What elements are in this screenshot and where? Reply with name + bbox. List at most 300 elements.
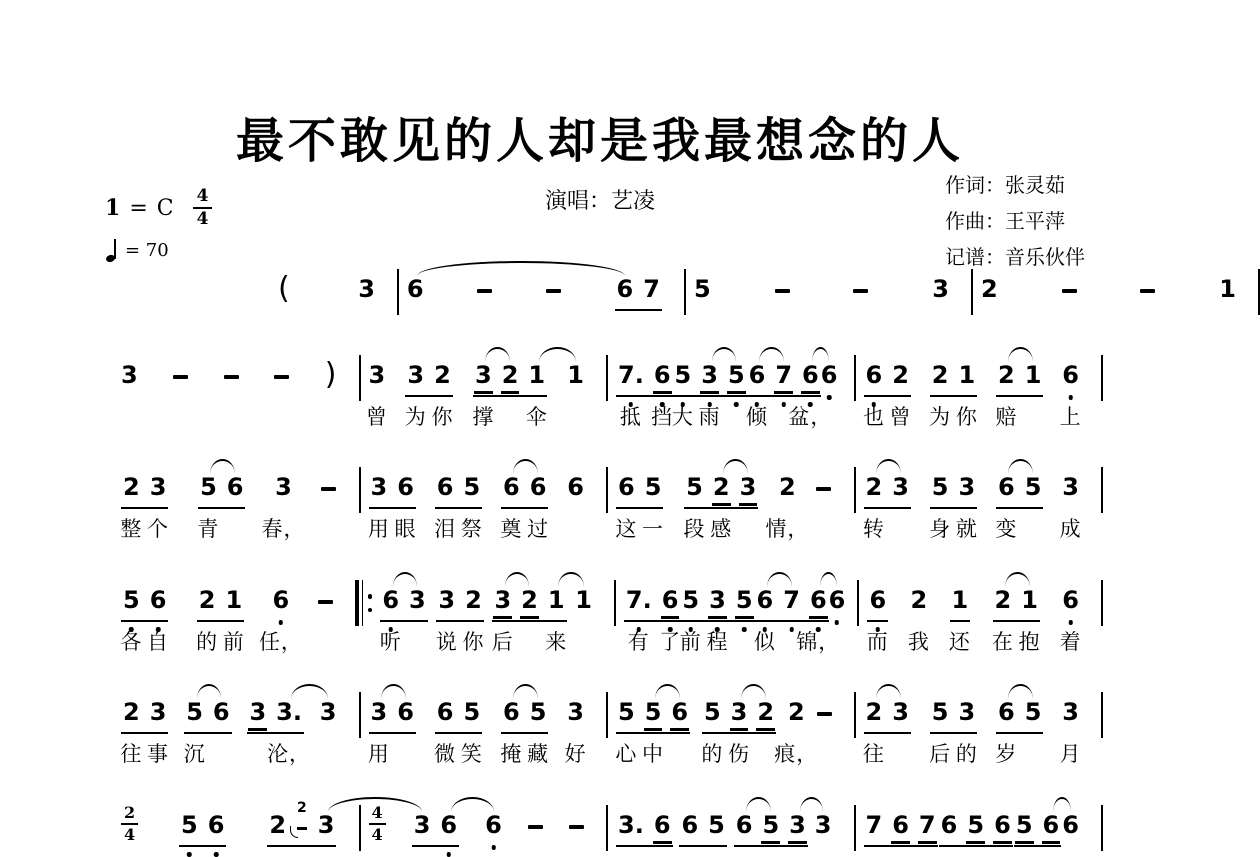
note: 6 — [397, 698, 414, 726]
lyric: 来 — [545, 630, 568, 654]
duration-dash — [775, 289, 790, 293]
beamed-note-group — [862, 698, 911, 766]
note: 6 — [212, 698, 230, 726]
lyric: 还 — [948, 630, 971, 654]
duration-dash — [321, 487, 336, 491]
slur-arc — [800, 797, 824, 812]
tempo-marking — [106, 238, 169, 262]
lyric: 用 — [367, 517, 390, 541]
meter-numerator: 4 — [193, 188, 213, 209]
beamed-note-group — [615, 276, 662, 311]
beamed-note-group — [929, 698, 978, 766]
lyric: 的 — [196, 630, 219, 654]
note: 2 整 — [120, 473, 143, 541]
beamed-note-group — [120, 698, 170, 766]
lyric: 这 — [615, 517, 638, 541]
lyric: 挡 — [651, 405, 674, 429]
note: 5 — [1024, 698, 1042, 726]
beamed-note-group — [412, 812, 459, 847]
measure — [608, 361, 854, 429]
note: 6 — [671, 698, 689, 726]
note: 6 — [994, 811, 1011, 839]
key-signature — [105, 188, 212, 228]
note: 3 个 — [147, 473, 170, 541]
note: 2 — [269, 811, 287, 839]
beamed-note-group — [367, 473, 417, 541]
octave-dot — [214, 852, 219, 857]
note: 5 后 — [929, 698, 952, 766]
note: 3 春， — [261, 473, 306, 541]
octave-dot — [789, 627, 794, 632]
note: 6 — [653, 811, 671, 839]
credits-block — [945, 167, 1085, 275]
note: 7. 有 — [625, 586, 652, 654]
time-signature — [121, 805, 138, 843]
measure — [399, 276, 684, 311]
slur-arc — [1008, 459, 1033, 474]
note: 1 — [575, 586, 592, 614]
note: 6 了 — [659, 586, 682, 654]
lyric: 奠 — [500, 517, 523, 541]
note: 6 — [829, 587, 846, 615]
note: 5 段 — [683, 473, 706, 541]
slur-arc — [1005, 572, 1030, 587]
octave-dot — [447, 852, 452, 857]
note: 3. — [618, 811, 644, 839]
scale-degree: 1 — [105, 195, 121, 221]
note: 5 — [1024, 473, 1042, 501]
lyric: 情， — [765, 517, 810, 541]
beamed-note-group — [197, 473, 245, 541]
slur-arc — [712, 347, 737, 362]
slur-arc — [210, 459, 235, 474]
slur-arc — [1053, 797, 1071, 812]
beamed-note-group — [120, 586, 170, 654]
slur-arc — [723, 459, 748, 474]
measure — [270, 271, 397, 306]
lyric: 而 — [866, 630, 889, 654]
note: 7 — [775, 362, 792, 390]
tonic: C — [156, 195, 174, 221]
note: 2 — [980, 275, 998, 303]
note: 6 着 — [1059, 586, 1082, 654]
performer-label: 演唱：艺凌 — [544, 189, 655, 214]
note: 3 为 — [404, 361, 427, 429]
beamed-note-group — [679, 586, 754, 654]
note: 1 抱 — [1018, 586, 1041, 654]
duration-dash — [528, 825, 543, 829]
time-sig-numerator: 4 — [369, 805, 386, 825]
note: 2 我 — [907, 586, 930, 654]
note: 6 听 — [379, 586, 402, 654]
note: 2 赔 — [995, 361, 1018, 429]
lyric: 你 — [431, 405, 454, 429]
measure — [113, 800, 359, 847]
note: 7 — [783, 587, 800, 615]
note: 3 — [892, 473, 909, 501]
measure — [372, 586, 614, 654]
time-sig-numerator: 2 — [121, 805, 138, 825]
slur-arc — [820, 572, 837, 587]
slur-arc — [539, 347, 576, 362]
beamed-note-group — [745, 361, 833, 429]
lyric: 听 — [379, 630, 402, 654]
lyric: 后 — [491, 630, 514, 654]
beamed-note-group — [995, 473, 1043, 541]
note: 5 的 — [701, 698, 724, 766]
slur-arc — [558, 572, 583, 587]
barline — [1101, 355, 1103, 401]
lyric: 笑 — [460, 742, 483, 766]
note: 3 成 — [1059, 473, 1082, 541]
lyric: 前 — [679, 630, 702, 654]
note: 5 — [693, 275, 711, 303]
slur-arc — [417, 261, 625, 276]
slur-arc — [451, 797, 494, 812]
note: 5 大 — [671, 361, 694, 429]
note: 7 — [643, 275, 660, 303]
note: 6 — [440, 812, 457, 840]
lyric: 伞 — [525, 405, 548, 429]
beamed-note-group — [995, 361, 1043, 429]
octave-dot — [1068, 395, 1073, 400]
slur-arc — [767, 572, 792, 587]
note: 5 — [1015, 811, 1033, 839]
beamed-note-group — [615, 698, 690, 766]
note: 3 雨 — [698, 361, 721, 429]
note: 5 前 — [679, 586, 702, 654]
slur-arc — [876, 459, 901, 474]
lyric: 中 — [642, 742, 665, 766]
lyric: 泪 — [434, 517, 457, 541]
lyric: 心 — [615, 742, 638, 766]
note: 5 中 — [642, 698, 665, 766]
measure — [113, 698, 359, 766]
lyric: 身 — [929, 517, 952, 541]
note: 6 微 — [434, 698, 457, 766]
beamed-note-group — [671, 361, 747, 429]
time-sig-denominator: 4 — [124, 825, 136, 844]
note: 6 盆， — [788, 361, 833, 429]
music-line — [113, 800, 1103, 851]
note: 6 眼 — [394, 473, 417, 541]
lyric: 就 — [955, 517, 978, 541]
duration-dash — [1062, 289, 1077, 293]
lyric: 岁 — [995, 742, 1018, 766]
duration-dash — [477, 289, 492, 293]
measure — [856, 361, 1102, 429]
meter-fraction — [193, 188, 213, 228]
beamed-note-group — [434, 473, 483, 541]
duration-dash — [853, 289, 868, 293]
note: 3 — [789, 811, 806, 839]
lyric: 盆， — [788, 405, 833, 429]
beamed-note-group — [183, 698, 231, 766]
note: 3 月 — [1059, 698, 1082, 766]
note: 3 — [249, 698, 267, 726]
lyric: 感 — [710, 517, 733, 541]
barline — [1101, 805, 1103, 851]
note: 6 — [892, 811, 909, 839]
note: 1 — [1024, 361, 1042, 389]
note: 6 而 — [866, 586, 889, 654]
measure — [856, 473, 1102, 541]
note: 3 — [814, 811, 832, 839]
lyric: 春， — [261, 517, 306, 541]
slur-arc — [393, 572, 418, 587]
beamed-note-group — [267, 800, 336, 847]
note: 1 — [1219, 275, 1236, 303]
beamed-note-group — [500, 473, 550, 541]
beamed-note-group — [179, 812, 226, 847]
note: 6 — [485, 812, 502, 840]
slur-arc — [197, 684, 222, 699]
beamed-note-group — [500, 698, 550, 766]
note: 6 — [208, 812, 225, 840]
note: 6 — [1062, 811, 1079, 839]
lyric: 眼 — [394, 517, 417, 541]
credit-lyricist: 作词：张灵茹 — [945, 173, 1065, 197]
beamed-note-group — [862, 361, 912, 429]
note: 1 — [567, 361, 584, 389]
beamed-note-group — [435, 586, 485, 654]
beamed-note-group — [491, 586, 568, 654]
slur-arc — [328, 797, 422, 812]
note: 6 挡 — [651, 361, 674, 429]
lyric: 上 — [1059, 405, 1082, 429]
beamed-note-group — [367, 698, 416, 766]
lyric: 程 — [706, 630, 729, 654]
lyric: 转 — [862, 517, 885, 541]
slur-arc — [505, 572, 530, 587]
lyric: 青 — [197, 517, 220, 541]
duration-dash — [817, 712, 832, 716]
note: 1 伞 — [525, 361, 548, 429]
lyric: 成 — [1059, 517, 1082, 541]
lyric: 后 — [929, 742, 952, 766]
barline — [1101, 580, 1103, 626]
lyric: 锦， — [796, 630, 841, 654]
beamed-note-group — [939, 812, 1013, 847]
lyric: 雨 — [698, 405, 721, 429]
note: 6 — [940, 811, 958, 839]
music-line — [113, 698, 1103, 766]
octave-dot — [734, 402, 739, 407]
octave-dot — [187, 852, 192, 857]
note: 2 往 — [862, 698, 885, 766]
lyric: 月 — [1059, 742, 1082, 766]
lyric: 说 — [435, 630, 458, 654]
note: 2 为 — [929, 361, 952, 429]
note: 7 — [918, 811, 936, 839]
note: 2 — [757, 698, 775, 726]
lyric: 有 — [627, 630, 650, 654]
note: 6 任， — [258, 586, 303, 654]
beamed-note-group — [701, 698, 776, 766]
slur-arc — [876, 684, 901, 699]
note: 6 这 — [615, 473, 638, 541]
note: 6 奠 — [500, 473, 523, 541]
note: 3 — [121, 361, 138, 389]
note: 3 程 — [706, 586, 729, 654]
lyric: 似 — [753, 630, 776, 654]
duration-dash — [274, 375, 289, 379]
lyric: 的 — [701, 742, 724, 766]
lyric: 沦， — [267, 742, 312, 766]
lyric: 往 — [862, 742, 885, 766]
octave-dot — [781, 402, 786, 407]
measure — [113, 357, 359, 392]
measure — [686, 276, 971, 304]
note: 6 — [1042, 811, 1060, 839]
note: 5 青 — [197, 473, 220, 541]
barline — [1101, 467, 1103, 513]
beamed-note-group — [616, 812, 673, 847]
beamed-note-group — [991, 586, 1041, 654]
note: 2 — [521, 586, 538, 614]
note: 2 转 — [862, 473, 885, 541]
beamed-note-group — [196, 586, 245, 654]
slur-arc — [741, 684, 766, 699]
beamed-note-group — [379, 586, 427, 654]
note: 5 — [967, 811, 985, 839]
lyric: 倾 — [745, 405, 768, 429]
beamed-note-group — [1014, 812, 1061, 847]
lyric: 曾 — [889, 405, 912, 429]
lyric: 自 — [147, 630, 170, 654]
note: 6 也 — [862, 361, 885, 429]
note: 7 — [865, 811, 883, 839]
note: 6 变 — [995, 473, 1018, 541]
measure — [113, 473, 359, 541]
note: 7. 抵 — [618, 361, 644, 429]
parenthesis: ) — [324, 357, 337, 392]
beamed-note-group — [948, 586, 971, 654]
note: 5 身 — [929, 473, 952, 541]
note: 6 — [226, 473, 244, 501]
octave-dot — [279, 620, 284, 625]
lyric: 你 — [955, 405, 978, 429]
lyric: 往 — [120, 742, 143, 766]
note: 3 用 — [367, 473, 390, 541]
measure — [856, 812, 1102, 847]
slur-arc — [381, 684, 406, 699]
lyric: 微 — [434, 742, 457, 766]
note: 2 情， — [765, 473, 810, 541]
note: 3 就 — [955, 473, 978, 541]
slur-arc — [513, 459, 538, 474]
lyric: 也 — [862, 405, 885, 429]
note: 6 — [616, 275, 634, 303]
note: 2 感 — [710, 473, 733, 541]
measure — [361, 698, 607, 766]
note: 3 用 — [367, 698, 390, 766]
note: 1 前 — [222, 586, 245, 654]
note: 5 祭 — [460, 473, 483, 541]
slur-arc — [485, 347, 510, 362]
equals-sign: = — [129, 195, 148, 221]
lyric: 用 — [367, 742, 390, 766]
barline — [1101, 692, 1103, 738]
lyric: 着 — [1059, 630, 1082, 654]
lyric: 了 — [659, 630, 682, 654]
lyric: 掩 — [500, 742, 523, 766]
lyric: 抵 — [619, 405, 642, 429]
duration-dash — [318, 600, 333, 604]
note: 5 笑 — [460, 698, 483, 766]
music-line — [113, 357, 1103, 429]
note: 3 的 — [955, 698, 978, 766]
note: 3 好 — [564, 698, 587, 766]
note: 3 事 — [147, 698, 170, 766]
lyric: 你 — [462, 630, 485, 654]
beamed-note-group — [683, 473, 758, 541]
tempo-value: = 70 — [125, 239, 169, 261]
slur-arc — [812, 347, 829, 362]
note: 2 痕， — [774, 698, 819, 766]
note: 5 — [762, 811, 780, 839]
measure — [973, 276, 1258, 304]
note: 3 — [932, 275, 949, 303]
duration-dash — [816, 487, 831, 491]
note: 6 泪 — [434, 473, 457, 541]
beamed-note-group — [247, 698, 312, 766]
note: 2 往 — [120, 698, 143, 766]
note: 6 倾 — [745, 361, 768, 429]
lyric: 各 — [120, 630, 143, 654]
lyric: 段 — [683, 517, 706, 541]
octave-dot — [1068, 620, 1073, 625]
lyric: 祭 — [460, 517, 483, 541]
note: 6 — [735, 811, 753, 839]
slur-arc — [759, 347, 784, 362]
music-line — [113, 271, 1260, 315]
lyric: 在 — [991, 630, 1014, 654]
repeat-thick-bar — [355, 580, 360, 626]
beamed-note-group — [866, 586, 889, 654]
slur-arc — [1008, 347, 1033, 362]
lyric: 曾 — [365, 405, 388, 429]
lyric: 好 — [564, 742, 587, 766]
slur-arc — [746, 797, 771, 812]
song-title: 最不敢见的人却是我最想念的人 — [235, 113, 964, 169]
note: 6 岁 — [995, 698, 1018, 766]
note: 6 — [821, 362, 838, 390]
note: 6 似 — [753, 586, 776, 654]
note: 5 各 — [120, 586, 143, 654]
lyric: 过 — [527, 517, 550, 541]
duration-dash — [224, 375, 239, 379]
note: 2 的 — [196, 586, 219, 654]
note: 2 — [501, 361, 519, 389]
note: 5 沉 — [183, 698, 206, 766]
beamed-note-group — [862, 473, 911, 541]
note: 5 — [181, 812, 198, 840]
note: 6 掩 — [500, 698, 523, 766]
lyric: 任， — [258, 630, 303, 654]
credit-composer: 作曲：王平萍 — [945, 209, 1065, 233]
beamed-note-group — [929, 361, 978, 429]
note: 3 撑 — [472, 361, 495, 429]
beamed-note-group — [753, 586, 841, 654]
lyric: 个 — [147, 517, 170, 541]
measure — [856, 698, 1102, 766]
note: 6 过 — [527, 473, 550, 541]
note: 5 — [728, 362, 745, 390]
beamed-note-group — [864, 812, 938, 847]
note: 3 — [892, 698, 909, 726]
lyric: 我 — [907, 630, 930, 654]
